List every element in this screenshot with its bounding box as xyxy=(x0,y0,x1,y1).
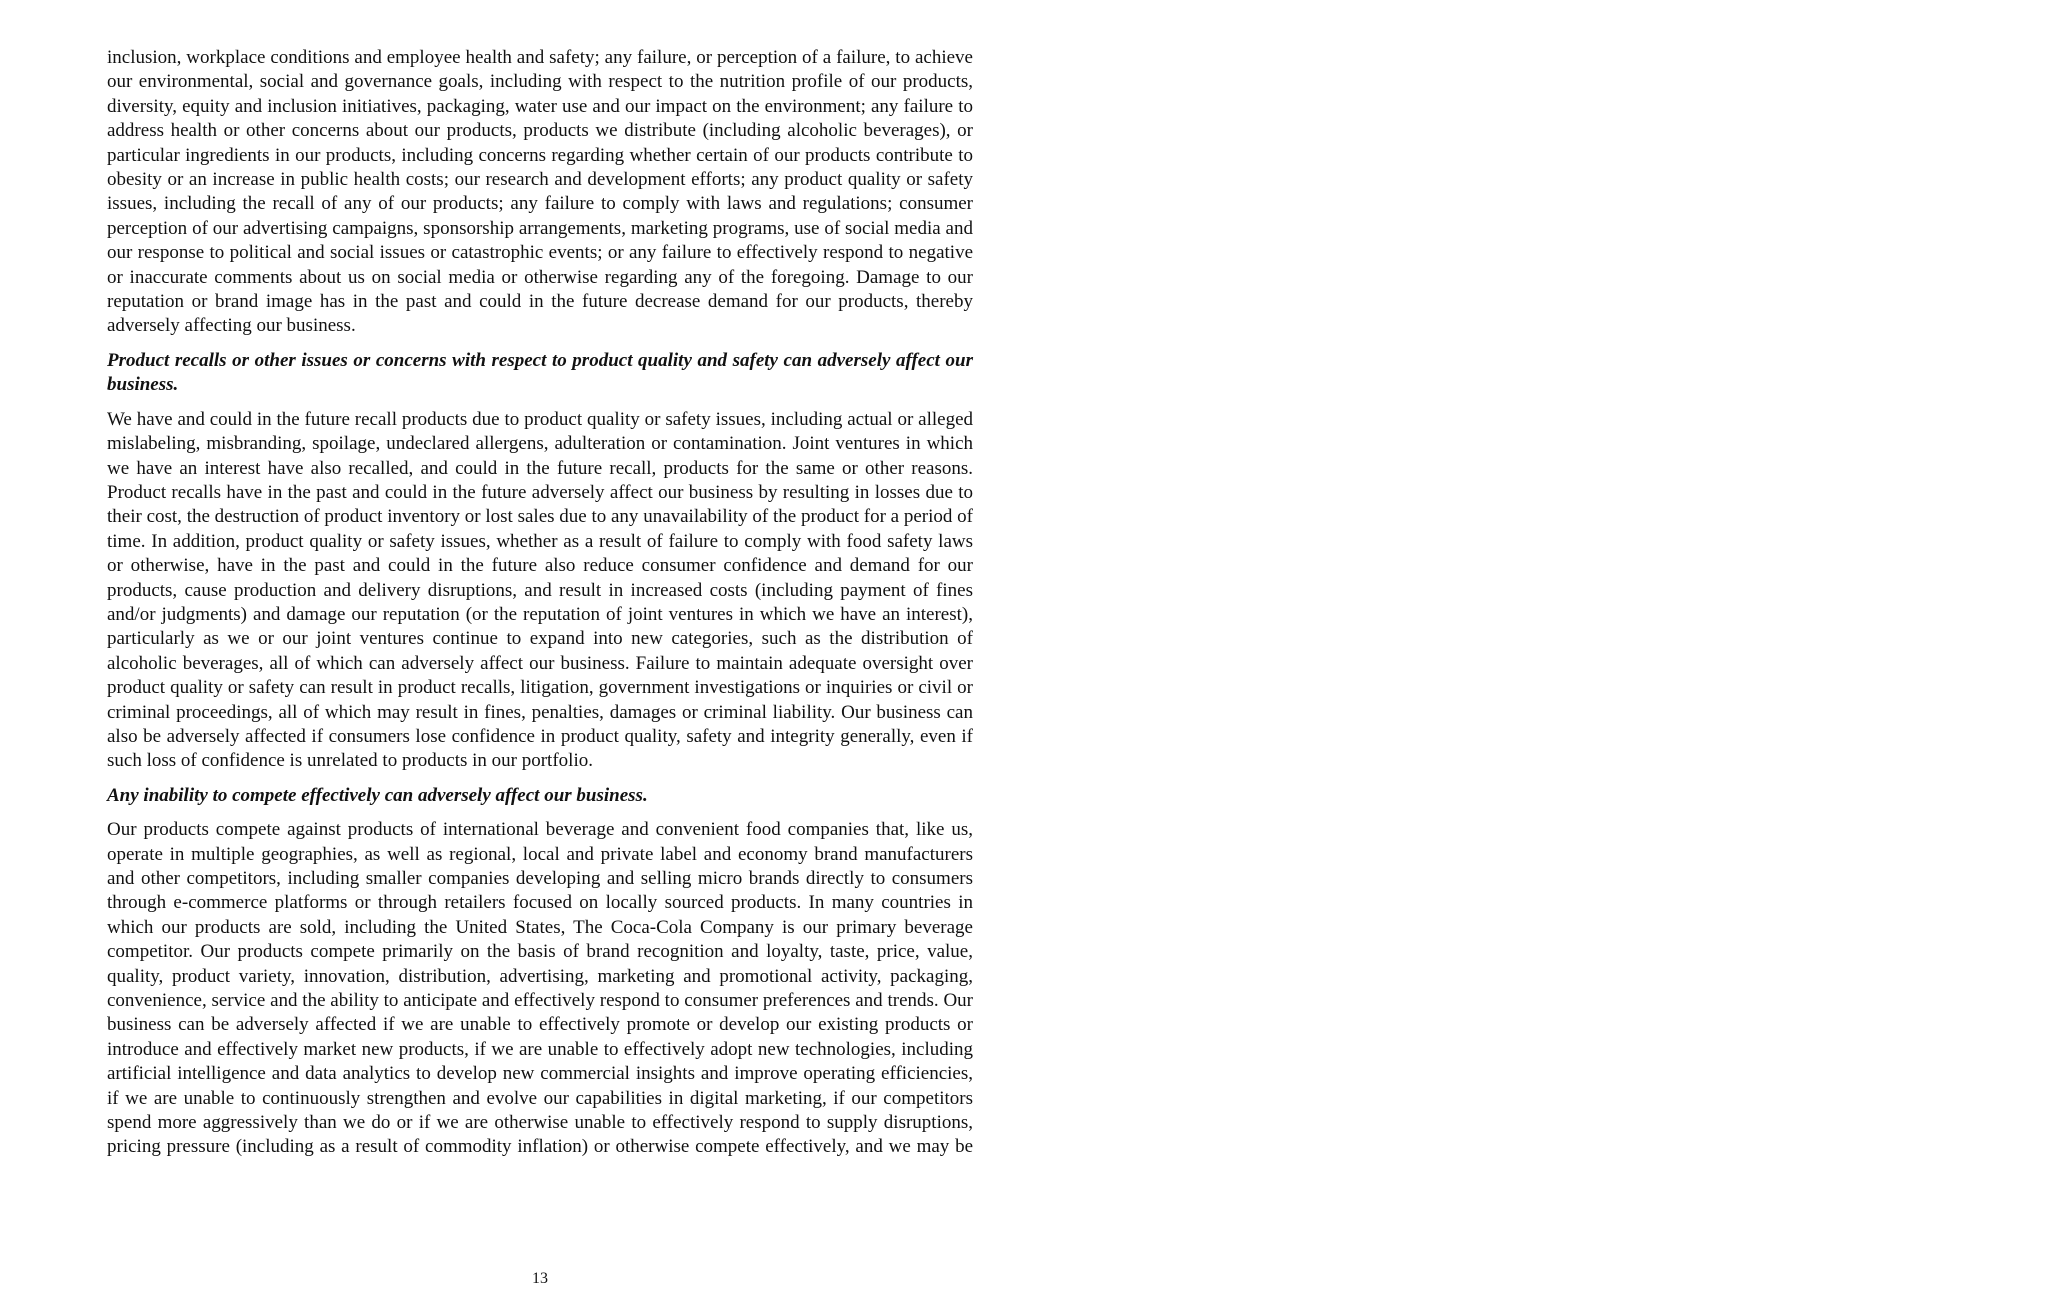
paragraph-product-recalls: We have and could in the future recall products due to product quality or safety issues, including actual or alleged mislabeling, misbranding, spoilage, undeclared allergens, adulteration or contamination. Joint ventures in which we have an interest have also recalled, and could in the future recall, products for the same or other reasons. Product recalls have in the past and could in the future adversely affect our business by resulting in losses due to their cost, the destruction of product inventory or lost sales due to any unavailability of the product for a period of time. In addition, product quality or safety issues, whether as a result of failure to comply with food safety laws or otherwise, have in the past and could in the future also reduce consumer confidence and demand for our products, cause production and delivery disruptions, and result in increased costs (including payment of fines and/or judgments) and damage our reputation (or the reputation of joint ventures in which we have an interest), particularly as we or our joint ventures continue to expand into new categories, such as the distribution of alcoholic beverages, all of which can adversely affect our business. Failure to maintain adequate oversight over product quality or safety can result in product recalls, litigation, government investigations or inquiries or civil or criminal proceedings, all of which may result in fines, penalties, damages or criminal liability. Our business can also be adversely affected if consumers lose confidence in product quality, safety and integrity generally, even if such loss of confidence is unrelated to products in our portfolio. xyxy=(107,408,973,772)
heading-competition: Any inability to compete effectively can adversely affect our business. xyxy=(107,784,648,806)
body-text-column xyxy=(107,46,973,1170)
heading-product-recalls: Product recalls or other issues or concerns with respect to product quality and safety can adversely affect our business. xyxy=(107,349,973,396)
paragraph-competition: Our products compete against products of international beverage and convenient food companies that, like us, operate in multiple geographies, as well as regional, local and private label and economy brand manufacturers and other competitors, including smaller companies developing and selling micro brands directly to consumers through e-commerce platforms or through retailers focused on locally sourced products. In many countries in which our products are sold, including the United States, The Coca-Cola Company is our primary beverage competitor. Our products compete primarily on the basis of brand recognition and loyalty, taste, price, value, quality, product variety, innovation, distribution, advertising, marketing and promotional activity, packaging, convenience, service and the ability to anticipate and effectively respond to consumer preferences and trends. Our business can be adversely affected if we are unable to effectively promote or develop our existing products or introduce and effectively market new products, if we are unable to effectively adopt new technologies, including artificial intelligence and data analytics to develop new commercial insights and improve operating efficiencies, if we are unable to continuously strengthen and evolve our capabilities in digital marketing, if our competitors spend more aggressively than we do or if we are otherwise unable to effectively respond to supply disruptions, pricing pressure (including as a result of commodity inflation) or otherwise compete effectively, and we may be xyxy=(107,819,973,1158)
paragraph-reputation: inclusion, workplace conditions and employee health and safety; any failure, or perception of a failure, to achieve our environmental, social and governance goals, including with respect to the nutrition profile of our products, diversity, equity and inclusion initiatives, packaging, water use and our impact on the environment; any failure to address health or other concerns about our products, products we distribute (including alcoholic beverages), or particular ingredients in our products, including concerns regarding whether certain of our products contribute to obesity or an increase in public health costs; our research and development efforts; any product quality or safety issues, including the recall of any of our products; any failure to comply with laws and regulations; consumer perception of our advertising campaigns, sponsorship arrangements, marketing programs, use of social media and our response to political and social issues or catastrophic events; or any failure to effectively respond to negative or inaccurate comments about us on social media or otherwise regarding any of the foregoing. Damage to our reputation or brand image has in the past and could in the future decrease demand for our products, thereby adversely affecting our business. xyxy=(107,47,973,337)
page-number: 13 xyxy=(532,1270,548,1287)
